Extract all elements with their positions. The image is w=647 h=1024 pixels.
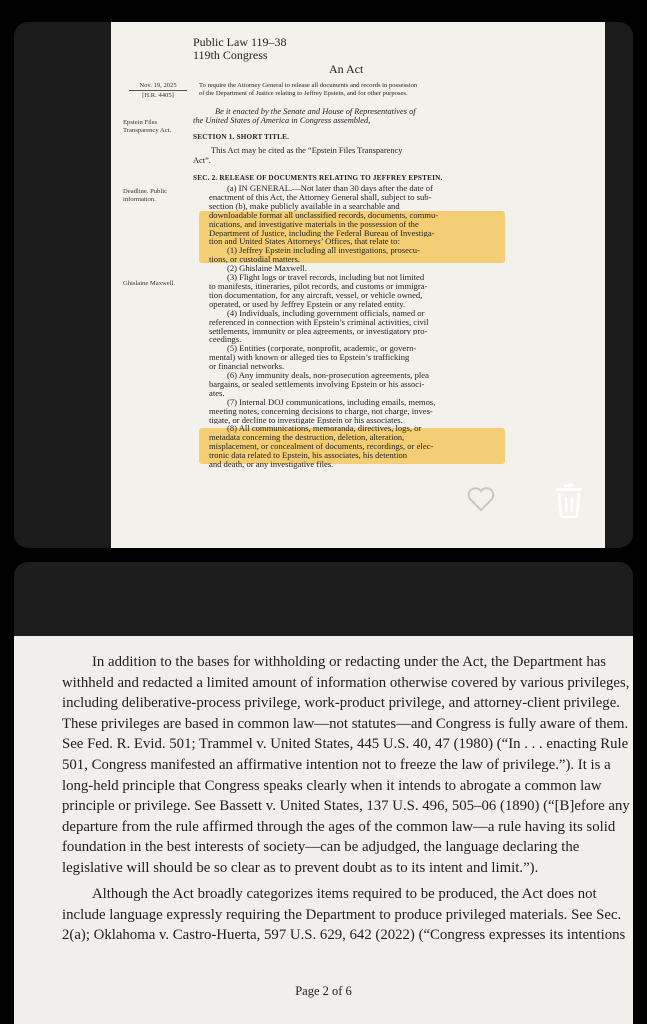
p1-line: foundation in the best interests of society—can be adjudged, the language declaring the bbox=[62, 839, 580, 856]
sec2-line: referenced in connection with Epstein’s criminal activities, civil bbox=[209, 317, 429, 327]
p2-line: Although the Act broadly categorizes items required to be produced, the Act does not bbox=[92, 886, 597, 902]
sec2-line: Department of Justice, including the Federal Bureau of Investiga- bbox=[209, 228, 435, 238]
sec2-line: (3) Flight logs or travel records, including but not limited bbox=[227, 273, 425, 282]
page-number: Page 2 of 6 bbox=[295, 984, 352, 998]
margin-deadline: Deadline. Public information. bbox=[123, 188, 167, 203]
p1-line: legislative will should be so clear as to prevent doubt as to its intent and limit.”). bbox=[62, 859, 539, 876]
sec2-line: (2) Ghislaine Maxwell. bbox=[227, 264, 307, 274]
sec2-line: to manifests, itineraries, pilot records, and customs or immigra- bbox=[209, 281, 428, 291]
doc-page bbox=[14, 636, 633, 1024]
sec2-line: meeting notes, concerning decisions to charge, not charge, inves- bbox=[209, 406, 433, 416]
sec2-line: and death, or any investigative files. bbox=[209, 460, 334, 469]
act-label: An Act bbox=[329, 62, 364, 76]
paragraph-2 bbox=[62, 884, 626, 946]
p1-line: principle or privilege. See Bassett v. United States, 137 U.S. 496, 505–06 (1890) (“[B]efore any bbox=[62, 798, 630, 815]
law-screenshot-card bbox=[14, 22, 633, 548]
sec2-line: tion documentation, for any aircraft, vessel, or vehicle owned, bbox=[209, 290, 423, 300]
sec2-line: (8) All communications, memoranda, directives, logs, or bbox=[227, 424, 422, 434]
hr-number: [H.R. 4405] bbox=[142, 92, 174, 99]
trash-icon bbox=[552, 482, 586, 518]
enact-line-2: the United States of America in Congress assembled, bbox=[193, 116, 371, 125]
margin-maxwell: Ghislaine Maxwell. bbox=[123, 280, 176, 287]
sec2-line: settlements, immunity or plea agreements, or investigatory pro- bbox=[209, 326, 428, 336]
sec2-line: nications, and investigative materials in the possession of the bbox=[209, 219, 419, 229]
p1-line: 501, Congress manifested an affirmative intention not to freeze the law of privilege.”). It is a bbox=[62, 756, 611, 773]
sec2-line: (4) Individuals, including government officials, named or bbox=[227, 308, 425, 318]
delete-button[interactable] bbox=[552, 482, 586, 518]
p1-line: including deliberative-process privilege, work-product privilege, and attorney-client privilege. bbox=[62, 695, 620, 712]
sec2-line: tigate, or decline to investigate Epstein or his associates. bbox=[209, 415, 403, 425]
paragraph-1 bbox=[62, 652, 630, 879]
sec2-line: section (b), make publicly available in a searchable and bbox=[209, 201, 400, 211]
sec2-line: bargains, or sealed settlements involving Epstein or his associ- bbox=[209, 379, 425, 389]
public-law-number: Public Law 119–38 bbox=[193, 35, 287, 49]
sec2-line: (1) Jeffrey Epstein including all investigations, prosecu- bbox=[227, 246, 420, 256]
congress-label: 119th Congress bbox=[193, 48, 268, 62]
sec2-line: tions, or custodial matters. bbox=[209, 255, 300, 265]
sec2-line: tronic data related to Epstein, his associates, his detention bbox=[209, 451, 408, 461]
section2-heading: SEC. 2. RELEASE OF DOCUMENTS RELATING TO JEFFREY EPSTEIN. bbox=[193, 174, 443, 182]
sec2-line: ceedings. bbox=[209, 335, 242, 345]
sec2-line: metadata concerning the destruction, deletion, alteration, bbox=[209, 433, 405, 443]
p1-line: long-held principle that Congress speaks clearly when it intends to abrogate a common law bbox=[62, 777, 602, 794]
enact-line-1: Be it enacted by the Senate and House of Representatives of bbox=[215, 107, 416, 116]
p2-line: include language expressly requiring the Department to produce privileged materials. See Sec. bbox=[62, 906, 622, 923]
sec2-line: ates. bbox=[209, 388, 225, 398]
sec2-line: (a) IN GENERAL.—Not later than 30 days after the date of bbox=[227, 184, 433, 193]
sec2-line: (7) Internal DOJ communications, including emails, memos, bbox=[227, 397, 436, 407]
sec2-line: (5) Entities (corporate, nonprofit, academic, or govern- bbox=[227, 344, 417, 354]
doc-screenshot-card bbox=[14, 562, 633, 1024]
purpose-line-2: of the Department of Justice relating to Jeffrey Epstein, and for other purposes. bbox=[199, 90, 408, 97]
section1-heading: SECTION 1. SHORT TITLE. bbox=[193, 133, 290, 141]
sec2-line: (6) Any immunity deals, non-prosecution agreements, plea bbox=[227, 371, 429, 380]
doc-top-bar bbox=[14, 562, 633, 636]
date-note: Nov. 19, 2025 bbox=[129, 82, 187, 91]
sec2-line: downloadable format all unclassified records, documents, commu- bbox=[209, 210, 439, 220]
sec2-line: operated, or used by Jeffrey Epstein or any related entity. bbox=[209, 299, 406, 309]
purpose-line-1: To require the Attorney General to release all documents and records in possession bbox=[199, 82, 418, 89]
p2-line: 2(a); Oklahoma v. Castro-Huerta, 597 U.S. 629, 642 (2022) (“Congress expresses its intentions bbox=[62, 927, 626, 944]
sec2-line: tion and United States Attorneys’ Offices, that relate to: bbox=[209, 237, 400, 247]
section2-body bbox=[209, 184, 505, 469]
law-page bbox=[111, 22, 605, 548]
sec2-line: or financial networks. bbox=[209, 362, 285, 372]
section1-line-1: This Act may be cited as the “Epstein Files Transparency bbox=[211, 146, 403, 155]
sec2-line: misplacement, or concealment of documents, recordings, or elec- bbox=[209, 442, 434, 452]
sec2-line: enactment of this Act, the Attorney General shall, subject to sub- bbox=[209, 192, 432, 202]
heart-icon[interactable] bbox=[467, 486, 495, 512]
p1-line: departure from the rule affirmed through the ages of the common law—a rule having its solid bbox=[62, 818, 616, 835]
p1-line: In addition to the bases for withholding or redacting under the Act, the Department has bbox=[92, 654, 607, 670]
sec2-line: mental) with known or alleged ties to Epstein’s trafficking bbox=[209, 353, 410, 363]
p1-line: withheld and redacted a limited amount of information otherwise covered by various privileges, bbox=[62, 674, 630, 691]
section1-line-2: Act”. bbox=[193, 156, 211, 165]
p1-line: These privileges are based in common law—not statutes—and Congress is fully aware of them. bbox=[62, 715, 629, 732]
margin-short-title: Epstein Files Transparency Act. bbox=[123, 119, 172, 134]
p1-line: See Fed. R. Evid. 501; Trammel v. United States, 445 U.S. 40, 47 (1980) (“In . . . enacting Rule bbox=[62, 736, 629, 753]
